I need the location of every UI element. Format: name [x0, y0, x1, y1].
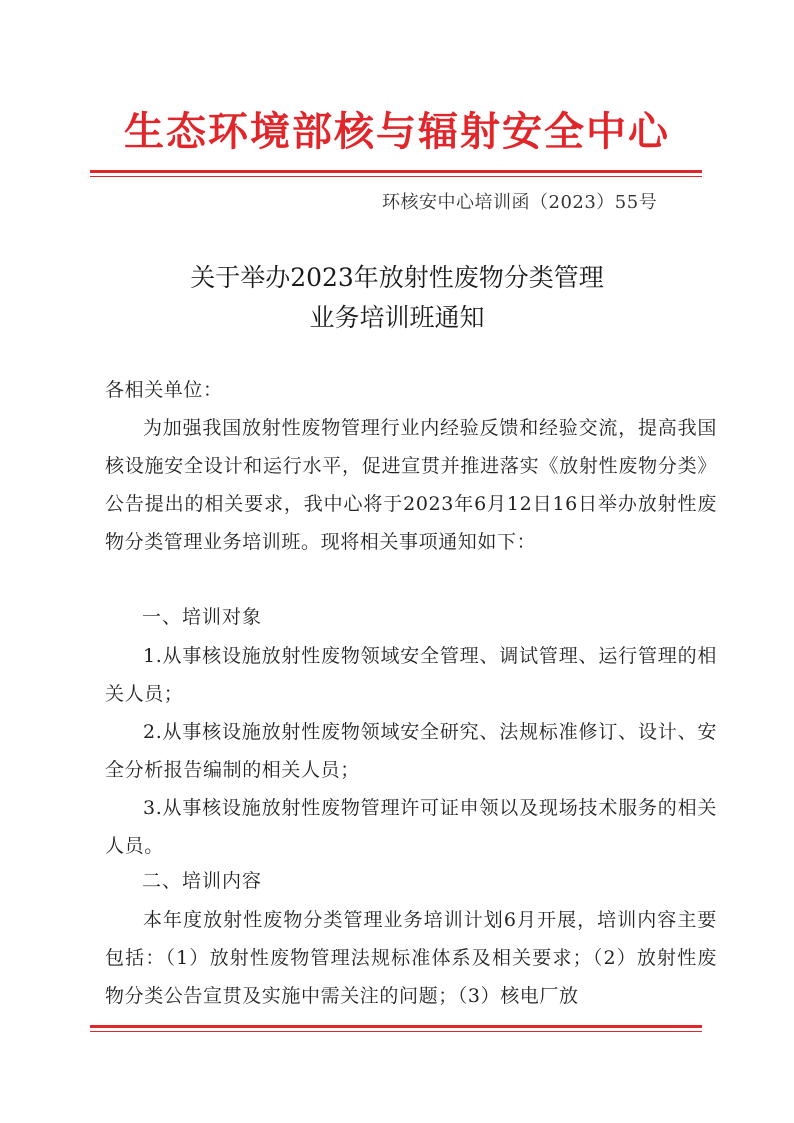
section1-item-1: 1.从事核设施放射性废物领域安全管理、调试管理、运行管理的相关人员；	[105, 645, 717, 705]
letterhead-organization: 生态环境部核与辐射安全中心	[124, 108, 670, 155]
section1-item-2: 2.从事核设施放射性废物领域安全研究、法规标准修订、设计、安全分析报告编制的相关人员；	[105, 721, 717, 781]
letterhead-rule-thin	[90, 176, 702, 177]
document-number: 环核安中心培训函（2023）55号	[382, 192, 658, 213]
footer-rule-thick	[90, 1025, 702, 1028]
footer-rule-thin	[90, 1031, 702, 1032]
intro-paragraph: 为加强我国放射性废物管理行业内经验反馈和经验交流，提高我国核设施安全设计和运行水平，促进宣贯并推进落实《放射性废物分类》公告提出的相关要求，我中心将于2023年6月12日16日举办放射性废物分类管理业务培训班。现将相关事项通知如下：	[105, 417, 717, 553]
document-title-line1: 关于举办2023年放射性废物分类管理	[190, 263, 604, 292]
document-title-line2: 业务培训班通知	[309, 303, 485, 332]
letterhead-rule-thick	[90, 170, 702, 173]
salutation: 各相关单位：	[105, 379, 223, 401]
section-heading-2: 二、培训内容	[142, 870, 263, 892]
section-heading-1: 一、培训对象	[142, 606, 263, 628]
section1-item-3: 3.从事核设施放射性废物管理许可证申领以及现场技术服务的相关人员。	[105, 797, 717, 857]
section2-paragraph: 本年度放射性废物分类管理业务培训计划6月开展，培训内容主要包括：（1）放射性废物管理法规标准体系及相关要求；（2）放射性废物分类公告宣贯及实施中需关注的问题；（3）核电厂放	[105, 909, 717, 1007]
